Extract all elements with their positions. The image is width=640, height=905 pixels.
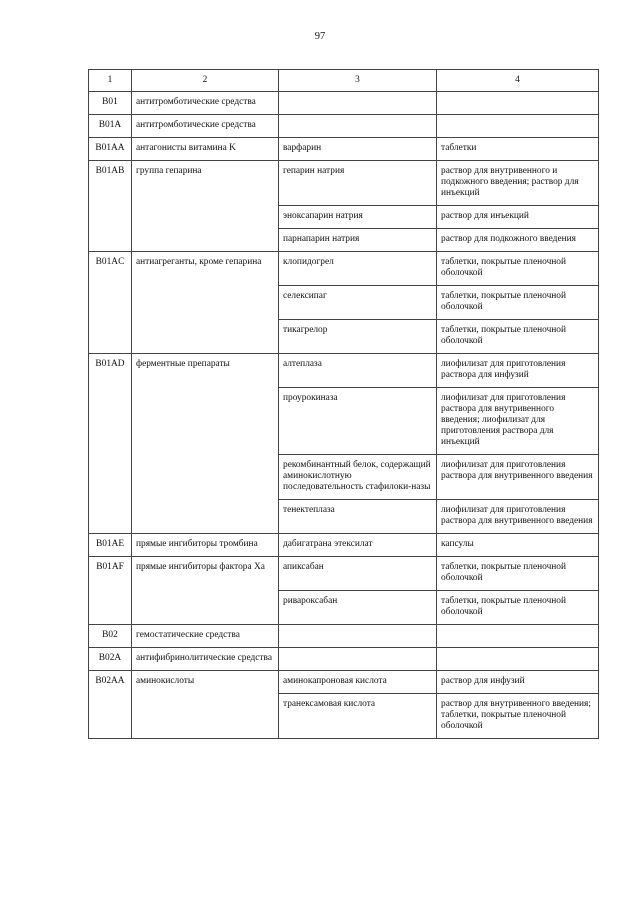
dosage-form (437, 92, 599, 115)
dosage-form: раствор для инъекций (437, 206, 599, 229)
drug-name: селексипаг (279, 286, 437, 320)
dosage-form: раствор для внутривенного введения; таблетки, покрытые пленочной оболочкой (437, 694, 599, 739)
drug-name (279, 115, 437, 138)
dosage-form: капсулы (437, 534, 599, 557)
dosage-form: раствор для внутривенного и подкожного введения; раствор для инъекций (437, 161, 599, 206)
atc-code: B02 (89, 625, 132, 648)
atc-code: B01A (89, 115, 132, 138)
header-col-3: 3 (279, 70, 437, 92)
dosage-form: таблетки, покрытые пленочной оболочкой (437, 557, 599, 591)
atc-group: аминокислоты (132, 671, 279, 739)
drug-name: дабигатрана этексилат (279, 534, 437, 557)
atc-code: B01AB (89, 161, 132, 252)
page-number: 97 (314, 31, 326, 42)
drug-name: транексамовая кислота (279, 694, 437, 739)
header-col-1: 1 (89, 70, 132, 92)
drug-table (88, 69, 599, 739)
dosage-form: раствор для подкожного введения (437, 229, 599, 252)
dosage-form: лиофилизат для приготовления раствора для инфузий (437, 354, 599, 388)
drug-name: гепарин натрия (279, 161, 437, 206)
drug-name: варфарин (279, 138, 437, 161)
atc-group: гемостатические средства (132, 625, 279, 648)
atc-group: антитромботические средства (132, 92, 279, 115)
drug-name: тикагрелор (279, 320, 437, 354)
table-row (89, 557, 599, 591)
drug-name: апиксабан (279, 557, 437, 591)
atc-code: B02AA (89, 671, 132, 739)
atc-group: антитромботические средства (132, 115, 279, 138)
drug-name: тенектеплаза (279, 500, 437, 534)
dosage-form: лиофилизат для приготовления раствора для внутривенного введения (437, 500, 599, 534)
drug-name (279, 92, 437, 115)
atc-code: B01AA (89, 138, 132, 161)
drug-name: эноксапарин натрия (279, 206, 437, 229)
table-row (89, 534, 599, 557)
atc-code: B02A (89, 648, 132, 671)
header-col-4: 4 (437, 70, 599, 92)
table-row (89, 161, 599, 206)
atc-group: антифибринолитические средства (132, 648, 279, 671)
dosage-form (437, 625, 599, 648)
table-row (89, 92, 599, 115)
dosage-form: таблетки, покрытые пленочной оболочкой (437, 252, 599, 286)
dosage-form: таблетки, покрытые пленочной оболочкой (437, 591, 599, 625)
dosage-form: лиофилизат для приготовления раствора для внутривенного введения (437, 455, 599, 500)
table-row (89, 115, 599, 138)
atc-group: прямые ингибиторы тромбина (132, 534, 279, 557)
table-row (89, 648, 599, 671)
atc-code: B01 (89, 92, 132, 115)
header-col-2: 2 (132, 70, 279, 92)
drug-name: рекомбинантный белок, содержащий аминокислотную последовательность стафилоки-назы (279, 455, 437, 500)
drug-name: проурокиназа (279, 388, 437, 455)
atc-code: B01AE (89, 534, 132, 557)
dosage-form: лиофилизат для приготовления раствора для внутривенного введения; лиофилизат для приготовления раствора для инъекций (437, 388, 599, 455)
table-row (89, 671, 599, 694)
dosage-form (437, 648, 599, 671)
drug-name (279, 648, 437, 671)
drug-name: аминокапроновая кислота (279, 671, 437, 694)
atc-code: B01AD (89, 354, 132, 534)
table-header-row (89, 70, 599, 92)
dosage-form: таблетки, покрытые пленочной оболочкой (437, 320, 599, 354)
table-row (89, 252, 599, 286)
drug-name: ривароксабан (279, 591, 437, 625)
dosage-form: таблетки, покрытые пленочной оболочкой (437, 286, 599, 320)
drug-name: клопидогрел (279, 252, 437, 286)
dosage-form (437, 115, 599, 138)
table-row (89, 138, 599, 161)
dosage-form: раствор для инфузий (437, 671, 599, 694)
atc-code: B01AC (89, 252, 132, 354)
atc-group: антиагреганты, кроме гепарина (132, 252, 279, 354)
atc-code: B01AF (89, 557, 132, 625)
table-row (89, 354, 599, 388)
dosage-form: таблетки (437, 138, 599, 161)
drug-name (279, 625, 437, 648)
atc-group: ферментные препараты (132, 354, 279, 534)
atc-group: группа гепарина (132, 161, 279, 252)
drug-name: алтеплаза (279, 354, 437, 388)
drug-name: парнапарин натрия (279, 229, 437, 252)
atc-group: прямые ингибиторы фактора Xa (132, 557, 279, 625)
table-row (89, 625, 599, 648)
atc-group: антагонисты витамина K (132, 138, 279, 161)
